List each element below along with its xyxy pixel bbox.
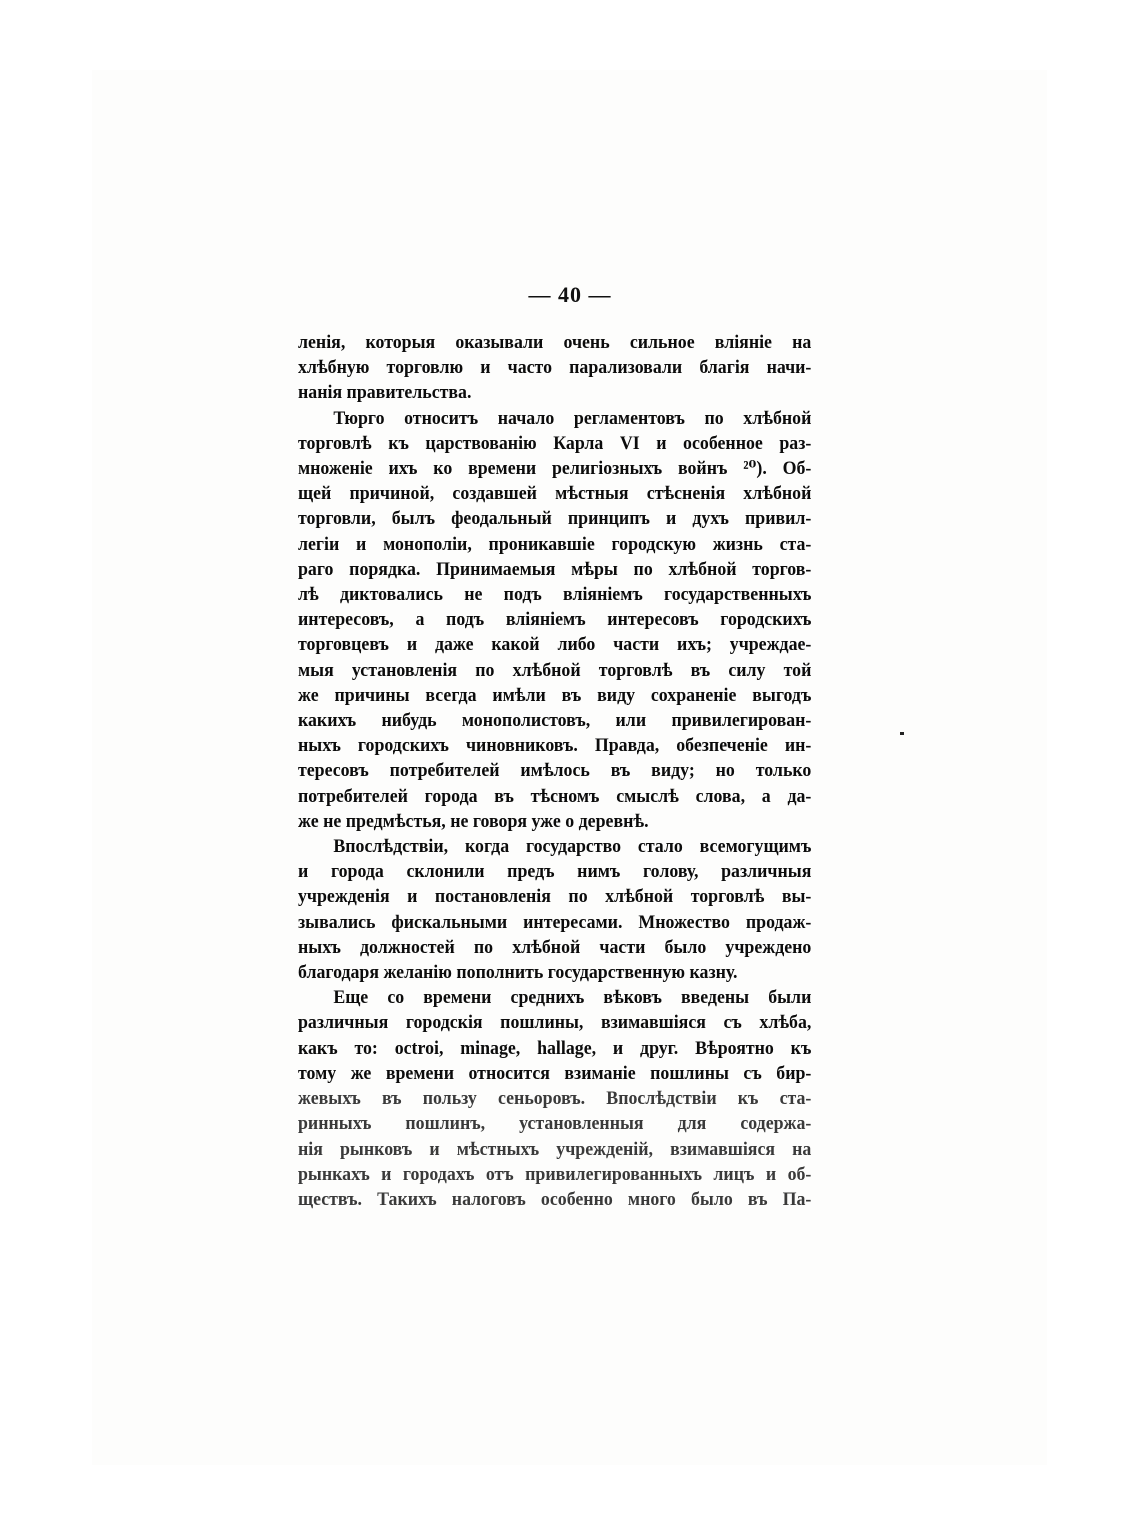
text-line: благодаря желанію пополнить государственную казну. xyxy=(298,962,738,984)
text-line: рынкахъ и городахъ отъ привилегированныхъ лицъ и об- xyxy=(298,1163,812,1185)
text-line: мыя установленія по хлѣбной торговлѣ въ силу той xyxy=(298,659,812,681)
text-line: же причины всегда имѣли въ виду сохраненіе выгодъ xyxy=(298,684,812,706)
text-line: какихъ нибудь монополистовъ, или привилегирован- xyxy=(298,710,812,732)
text-line: Тюрго относитъ начало регламентовъ по хлѣбной xyxy=(333,407,812,429)
text-line: ществъ. Такихъ налоговъ особенно много было въ Па- xyxy=(298,1188,812,1210)
text-line: ринныхъ пошлинъ, установленныя для содержа- xyxy=(298,1113,812,1135)
text-line: жевыхъ въ пользу сеньоровъ. Впослѣдствіи къ ста- xyxy=(298,1088,812,1110)
text-line: нанія правительства. xyxy=(298,382,472,404)
text-line: легіи и монополіи, проникавшіе городскую жизнь ста- xyxy=(298,533,812,555)
text-line: интересовъ, а подъ вліяніемъ интересовъ городскихъ xyxy=(298,609,812,631)
text-line: торговцевъ и даже какой либо части ихъ; учреждае- xyxy=(298,634,812,656)
text-line: потребителей города въ тѣсномъ смыслѣ слова, а да- xyxy=(298,785,812,807)
text-line: учрежденія и постановленія по хлѣбной торговлѣ вы- xyxy=(298,886,812,908)
body-text xyxy=(298,330,811,1212)
text-line: Впослѣдствіи, когда государство стало всемогущимъ xyxy=(333,836,812,858)
text-line: торговлѣ къ царствованію Карла VI и особенное раз- xyxy=(298,432,812,454)
text-line: тересовъ потребителей имѣлось въ виду; но только xyxy=(298,760,812,782)
text-line: какъ то: octroi, minage, hallage, и друг. Вѣроятно къ xyxy=(298,1037,812,1059)
page-number: — 40 — xyxy=(528,282,612,307)
text-line: раго порядка. Принимаемыя мѣры по хлѣбной торгов- xyxy=(298,558,812,580)
text-line: хлѣбную торговлю и часто парализовали благія начи- xyxy=(298,357,812,379)
text-line: множеніе ихъ ко времени религіозныхъ войнъ ²⁰). Об- xyxy=(298,458,812,480)
scan-speck xyxy=(900,732,904,735)
text-line: ныхъ должностей по хлѣбной части было учреждено xyxy=(298,936,812,958)
text-line: нія рынковъ и мѣстныхъ учрежденій, взимавшіяся на xyxy=(298,1138,812,1160)
text-line: ныхъ городскихъ чиновниковъ. Правда, обезпеченіе ин- xyxy=(298,735,812,757)
text-line: торговли, былъ феодальный принципъ и духъ привил- xyxy=(298,508,812,530)
text-line: лѣ диктовались не подъ вліяніемъ государственныхъ xyxy=(298,584,812,606)
text-line: тому же времени относится взиманіе пошлины съ бир- xyxy=(298,1062,812,1084)
text-line: и города склонили предъ нимъ голову, различныя xyxy=(298,861,812,883)
text-line: ленія, которыя оказывали очень сильное вліяніе на xyxy=(298,332,812,353)
text-line: щей причиной, создавшей мѣстныя стѣсненія хлѣбной xyxy=(298,483,812,505)
text-line: различныя городскія пошлины, взимавшіяся съ хлѣба, xyxy=(298,1012,812,1034)
text-line: зывались фискальными интересами. Множество продаж- xyxy=(298,911,812,933)
text-line: Еще со времени среднихъ вѣковъ введены были xyxy=(333,987,812,1009)
text-line: же не предмѣстья, не говоря уже о деревнѣ. xyxy=(298,810,649,832)
